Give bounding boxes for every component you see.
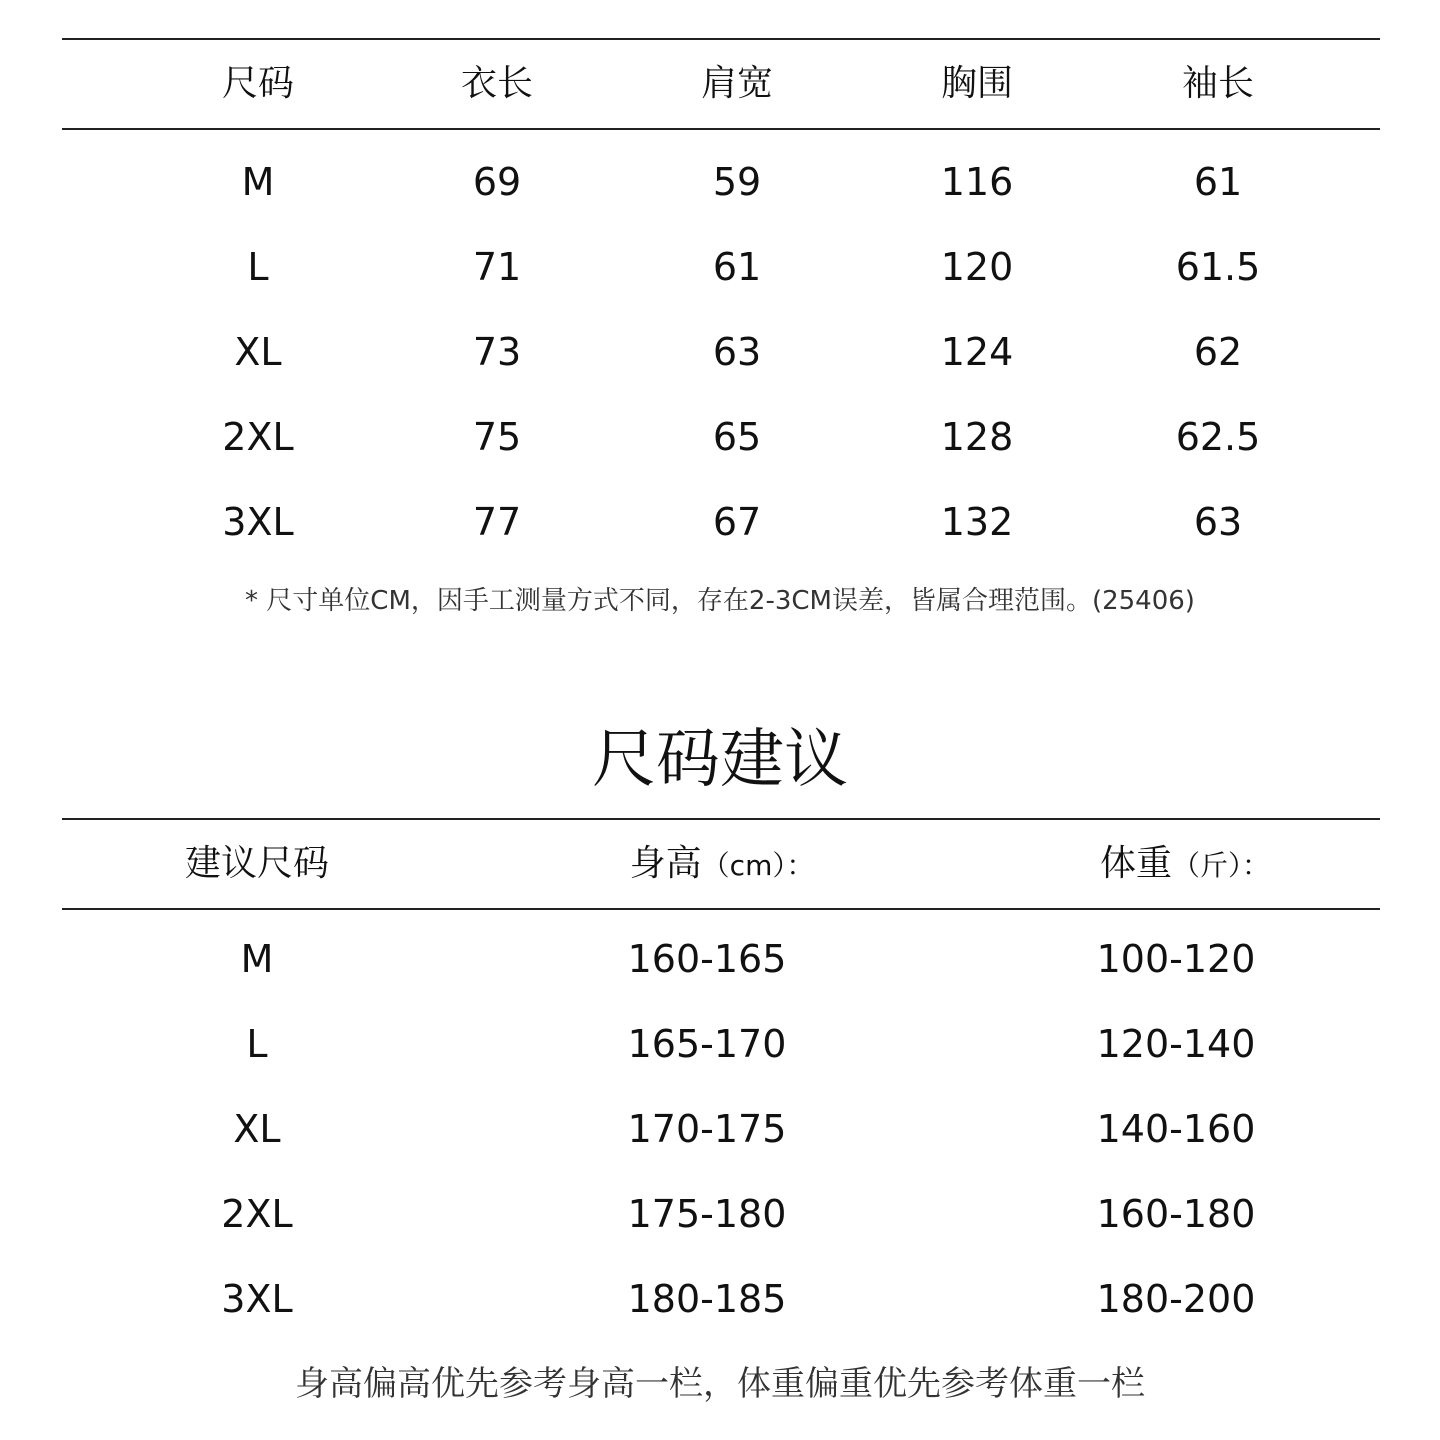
header-weight xyxy=(1100,834,1270,894)
header-height-label: 身高 xyxy=(629,843,702,884)
rec-table-header-rule xyxy=(62,908,1380,910)
table-row xyxy=(0,1184,1440,1244)
header-weight-label: 体重 xyxy=(1099,843,1172,884)
cell-shoulder: 63 xyxy=(712,330,762,374)
cell-chest: 128 xyxy=(940,415,1014,459)
cell-length: 73 xyxy=(472,330,522,374)
cell-size: M xyxy=(241,160,275,204)
cell-weight-range: 100-120 xyxy=(1096,937,1256,981)
cell-height-range: 170-175 xyxy=(627,1107,787,1151)
cell-sleeve: 63 xyxy=(1193,500,1243,544)
cell-length: 71 xyxy=(472,245,522,289)
header-height xyxy=(630,834,815,894)
cell-height-range: 160-165 xyxy=(627,937,787,981)
cell-length: 77 xyxy=(472,500,522,544)
cell-size: 3XL xyxy=(222,500,294,544)
cell-length: 69 xyxy=(472,160,522,204)
rec-table-header-row xyxy=(0,834,1440,894)
recommendation-note: 身高偏高优先参考身高一栏，体重偏重优先参考体重一栏 xyxy=(295,1364,1145,1404)
table-row xyxy=(0,237,1440,297)
table-row xyxy=(0,152,1440,212)
cell-shoulder: 65 xyxy=(712,415,762,459)
table-row xyxy=(0,1014,1440,1074)
cell-chest: 132 xyxy=(940,500,1014,544)
cell-recommended-size: L xyxy=(246,1022,268,1066)
cell-recommended-size: M xyxy=(240,937,274,981)
cell-height-range: 165-170 xyxy=(627,1022,787,1066)
cell-length: 75 xyxy=(472,415,522,459)
table-row xyxy=(0,322,1440,382)
table-row xyxy=(0,407,1440,467)
cell-sleeve: 62.5 xyxy=(1175,415,1261,459)
size-table-top-rule xyxy=(62,38,1380,40)
cell-sleeve: 61.5 xyxy=(1175,245,1261,289)
cell-size: XL xyxy=(234,330,282,374)
table-row xyxy=(0,1099,1440,1159)
cell-chest: 116 xyxy=(940,160,1014,204)
table-row xyxy=(0,492,1440,552)
header-shoulder: 肩宽 xyxy=(700,63,774,104)
size-table-note: * 尺寸单位CM，因手工测量方式不同，存在2-3CM误差，皆属合理范围。(25406) xyxy=(245,586,1195,616)
table-row xyxy=(0,1269,1440,1329)
header-chest: 胸围 xyxy=(940,63,1014,104)
cell-shoulder: 67 xyxy=(712,500,762,544)
cell-size: 2XL xyxy=(222,415,294,459)
cell-chest: 124 xyxy=(940,330,1014,374)
header-length: 衣长 xyxy=(460,63,534,104)
cell-chest: 120 xyxy=(940,245,1014,289)
cell-weight-range: 140-160 xyxy=(1096,1107,1256,1151)
cell-recommended-size: 2XL xyxy=(221,1192,293,1236)
header-size: 尺码 xyxy=(221,63,295,104)
cell-weight-range: 160-180 xyxy=(1096,1192,1256,1236)
table-row xyxy=(0,929,1440,989)
cell-sleeve: 61 xyxy=(1193,160,1243,204)
size-table-header-rule xyxy=(62,128,1380,130)
cell-shoulder: 59 xyxy=(712,160,762,204)
header-recommended-size: 建议尺码 xyxy=(184,843,330,884)
cell-weight-range: 120-140 xyxy=(1096,1022,1256,1066)
header-height-unit: （cm）： xyxy=(701,849,815,882)
cell-weight-range: 180-200 xyxy=(1096,1277,1256,1321)
cell-recommended-size: XL xyxy=(233,1107,281,1151)
header-sleeve: 袖长 xyxy=(1181,63,1255,104)
cell-height-range: 180-185 xyxy=(627,1277,787,1321)
size-table-header-row xyxy=(0,54,1440,114)
cell-sleeve: 62 xyxy=(1193,330,1243,374)
cell-shoulder: 61 xyxy=(712,245,762,289)
header-weight-unit: （斤）： xyxy=(1172,849,1271,882)
rec-table-top-rule xyxy=(62,818,1380,820)
cell-size: L xyxy=(247,245,269,289)
cell-recommended-size: 3XL xyxy=(221,1277,293,1321)
cell-height-range: 175-180 xyxy=(627,1192,787,1236)
section-title: 尺码建议 xyxy=(592,723,848,797)
